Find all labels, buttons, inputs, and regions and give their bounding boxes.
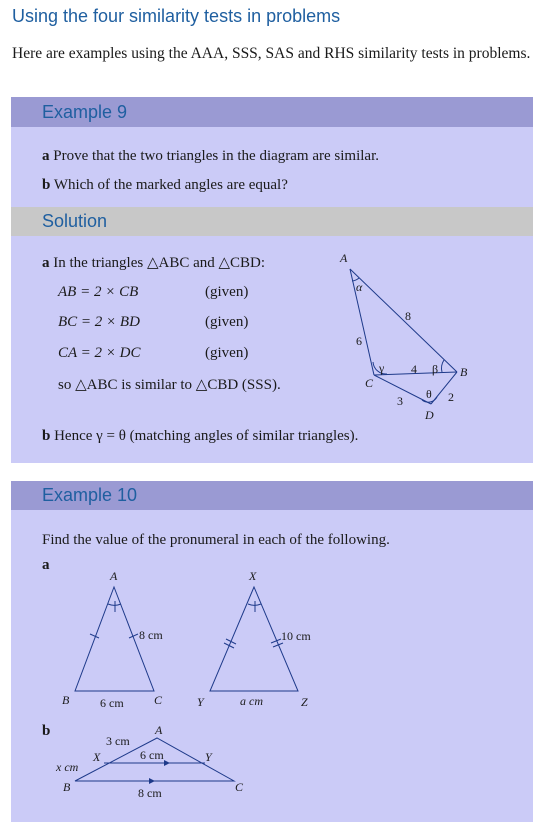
given-1: (given) (205, 284, 249, 300)
part-text: Hence γ = θ (matching angles of similar triangles). (54, 428, 359, 444)
side-label-AB: 8 (405, 309, 411, 323)
angle-theta: θ (426, 387, 432, 401)
side-label-YZ: a cm (240, 694, 263, 708)
side-label-AC: 8 cm (139, 628, 163, 642)
vertex-B: B (62, 693, 70, 707)
vertex-Y: Y (197, 695, 204, 709)
part-a-label: a (42, 557, 50, 573)
example-9-part-b (42, 177, 288, 194)
vertex-B: B (63, 780, 71, 794)
side-label-BC: 6 cm (100, 696, 124, 710)
similar-triangles-diagram (330, 248, 480, 423)
side-label-AX: 3 cm (106, 734, 130, 748)
given-3: (given) (205, 345, 249, 361)
vertex-Y: Y (205, 750, 212, 764)
side-label-DB: 2 (448, 390, 454, 404)
solution-line-1: In the triangles △ABC and △CBD: (53, 255, 266, 271)
vertex-B: B (460, 365, 468, 379)
parallel-lines-triangle-diagram (50, 722, 250, 804)
solution-heading: Solution (11, 207, 533, 236)
equation-1: AB = 2 × CB (58, 284, 139, 300)
side-label-XB: x cm (56, 760, 79, 774)
vertex-X: X (249, 569, 257, 583)
angle-arc-beta (442, 360, 444, 372)
parallel-arrow-BC (149, 778, 155, 784)
side-label-CD: 3 (397, 394, 403, 408)
side-label-AC: 6 (356, 334, 362, 348)
part-text: Which of the marked angles are equal? (53, 177, 288, 193)
solution-part-b (42, 428, 358, 445)
vertex-A: A (110, 569, 118, 583)
vertex-C: C (235, 780, 244, 794)
isosceles-triangles-diagram (55, 565, 325, 715)
vertex-A: A (340, 251, 348, 265)
part-label: b (42, 428, 51, 444)
angle-beta: β (432, 362, 439, 376)
section-title: Using the four similarity tests in problems (12, 6, 341, 26)
given-2: (given) (205, 314, 249, 330)
example-10-prompt: Find the value of the pronumeral in each of the following. (42, 532, 390, 548)
vertex-A: A (155, 723, 163, 737)
equation-3: CA = 2 × DC (58, 345, 141, 361)
equation-2: BC = 2 × BD (58, 314, 140, 330)
equal-side-mark-AB (90, 634, 99, 638)
angle-gamma: γ (379, 361, 385, 375)
side-label-XY: 6 cm (140, 748, 164, 762)
side-label-BC: 8 cm (138, 786, 162, 800)
side-label-XZ: 10 cm (281, 629, 311, 643)
part-label: a (42, 148, 50, 164)
solution-part-a (42, 253, 265, 272)
example-9-heading: Example 9 (11, 97, 533, 127)
vertex-C: C (154, 693, 163, 707)
angle-alpha: α (356, 280, 363, 294)
part-label: a (42, 255, 50, 271)
parallel-arrow-XY (164, 760, 170, 766)
part-label: b (42, 177, 51, 193)
vertex-Z: Z (301, 695, 308, 709)
solution-conclusion: so △ABC is similar to △CBD (SSS). (58, 377, 281, 393)
example-9-part-a (42, 148, 379, 165)
side-label-CB: 4 (411, 362, 417, 376)
part-text: Prove that the two triangles in the diagram are similar. (53, 148, 379, 164)
intro-paragraph: Here are examples using the AAA, SSS, SAS and RHS similarity tests in problems. (12, 45, 531, 62)
vertex-X: X (93, 750, 101, 764)
equal-side-mark-XY-2 (226, 639, 236, 644)
side-AB (350, 269, 457, 372)
vertex-C: C (365, 376, 374, 390)
part-b-label: b (42, 723, 51, 739)
vertex-D: D (425, 408, 434, 422)
example-10-heading: Example 10 (11, 481, 533, 510)
